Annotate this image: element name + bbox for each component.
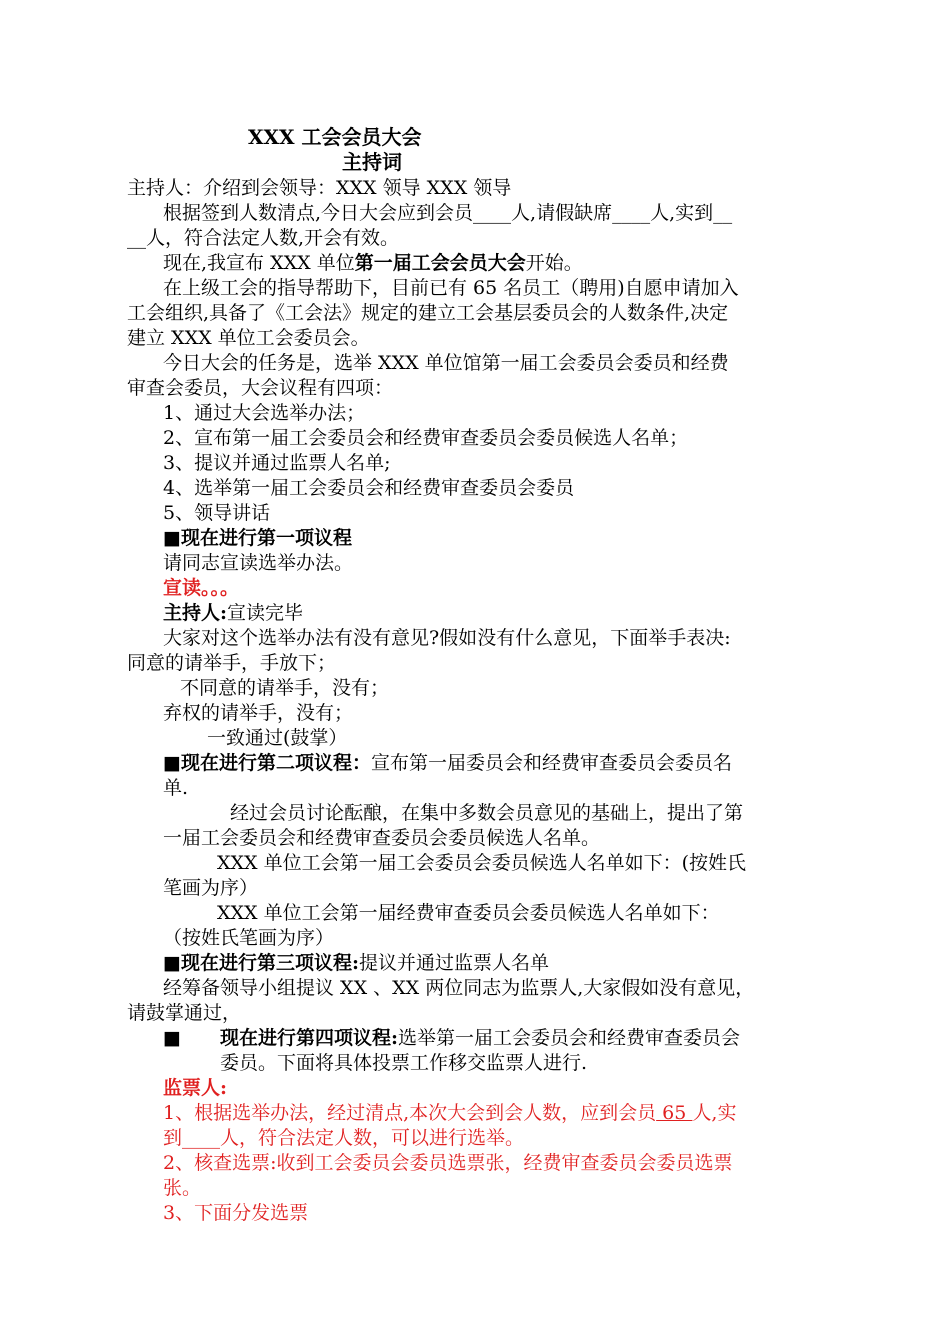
announce-meeting-name: 第一届工会会员大会	[354, 252, 526, 274]
attendance-line-1: 根据签到人数清点,今日大会应到会员____人,请假缺席____人,实到__	[163, 202, 733, 224]
item1-heading: ■现在进行第一项议程	[163, 527, 352, 549]
item2-text: 宣布第一届委员会和经费审查委员会委员名	[370, 752, 732, 774]
host-label: 主持人:	[163, 602, 228, 624]
opening-announcement	[163, 251, 583, 275]
document-subtitle: 主持词	[342, 150, 402, 174]
item1-passed: 一致通过(鼓掌）	[207, 727, 348, 749]
item2-para3-line-2: （按姓氏笔画为序）	[163, 927, 335, 949]
scrutineer-step-2-line-2: 张。	[163, 1177, 202, 1199]
task-line-1: 今日大会的任务是，选举 XXX 单位馆第一届工会委员会委员和经费	[163, 352, 729, 374]
agenda-item: 1、通过大会选举办法；	[163, 402, 366, 424]
host-text: 宣读完毕	[227, 602, 304, 624]
scrutineer-label: 监票人:	[163, 1077, 228, 1099]
item2-para2-line-1: XXX 单位工会第一届工会委员会委员候选人名单如下：(按姓氏	[217, 852, 747, 874]
scrutineer-step-3: 3、下面分发选票	[163, 1202, 309, 1224]
step1-number: 65	[656, 1102, 693, 1124]
item4-line-2: 委员。下面将具体投票工作移交监票人进行.	[220, 1052, 588, 1074]
scrutineer-step-1-line-1	[163, 1101, 736, 1125]
item3-para-line-2: 请鼓掌通过，	[127, 1002, 242, 1024]
item3-text: 提议并通过监票人名单	[358, 952, 549, 974]
announce-pre: 现在,我宣布 XXX 单位	[163, 252, 355, 274]
item1-reading: 宣读。。。	[163, 577, 240, 599]
item2-line-2: 单.	[163, 777, 189, 799]
step1-post: 人,实	[692, 1102, 737, 1124]
task-line-2: 审查会委员，大会议程有四项：	[127, 377, 394, 399]
agenda-item: 2、宣布第一届工会委员会和经费审查委员会委员候选人名单；	[163, 427, 689, 449]
item4-line-1	[220, 1026, 740, 1050]
background-line-1: 在上级工会的指导帮助下，目前已有 65 名员工（聘用)自愿申请加入	[163, 277, 739, 299]
item1-read-request: 请同志宣读选举办法。	[163, 552, 354, 574]
attendance-line-2: __人，符合法定人数,开会有效。	[127, 227, 400, 249]
item2-para1-line-1: 经过会员讨论酝酿，在集中多数会员意见的基础上，提出了第	[230, 802, 744, 824]
scrutineer-step-1-line-2: 到____人，符合法定人数，可以进行选举。	[163, 1127, 525, 1149]
background-line-3: 建立 XXX 单位工会委员会。	[127, 327, 370, 349]
item3-heading: ■现在进行第三项议程:	[163, 952, 359, 974]
item2-para1-line-2: 一届工会委员会和经费审查委员会委员候选人名单。	[163, 827, 601, 849]
announce-post: 开始。	[525, 252, 583, 274]
item4-heading: 现在进行第四项议程:	[220, 1027, 399, 1049]
agenda-item: 4、选举第一届工会委员会和经费审查委员会委员	[163, 477, 575, 499]
document-title: XXX 工会会员大会	[248, 125, 422, 149]
item2-para2-line-2: 笔画为序）	[163, 877, 259, 899]
item2-line-1	[163, 751, 732, 775]
background-line-2: 工会组织,具备了《工会法》规定的建立工会基层委员会的人数条件,决定	[127, 302, 729, 324]
item1-vote-line-1: 大家对这个选举办法有没有意见?假如没有什么意见，下面举手表决:	[163, 627, 731, 649]
agenda-item: 5、领导讲话	[163, 502, 271, 524]
scrutineer-step-2-line-1: 2、核查选票:收到工会委员会委员选票张，经费审查委员会委员选票	[163, 1152, 733, 1174]
item1-host-line	[163, 601, 303, 625]
item2-para3-line-1: XXX 单位工会第一届经费审查委员会委员候选人名单如下：	[217, 902, 720, 924]
item4-text: 选举第一届工会委员会和经费审查委员会	[398, 1027, 741, 1049]
item2-heading: ■现在进行第二项议程：	[163, 752, 371, 774]
item3-line	[163, 951, 549, 975]
item1-abstain: 弃权的请举手，没有；	[163, 702, 354, 724]
item1-oppose: 不同意的请举手，没有；	[180, 677, 390, 699]
step1-pre: 1、根据选举办法，经过清点,本次大会到会人数，应到会员	[163, 1102, 657, 1124]
host-intro: 主持人：介绍到会领导：XXX 领导 XXX 领导	[127, 177, 512, 199]
item4-bullet: ■	[163, 1027, 181, 1049]
agenda-item: 3、提议并通过监票人名单;	[163, 452, 391, 474]
item3-para-line-1: 经筹备领导小组提议 XX 、XX 两位同志为监票人,大家假如没有意见，	[163, 977, 755, 999]
item1-vote-line-2: 同意的请举手，手放下；	[127, 652, 337, 674]
